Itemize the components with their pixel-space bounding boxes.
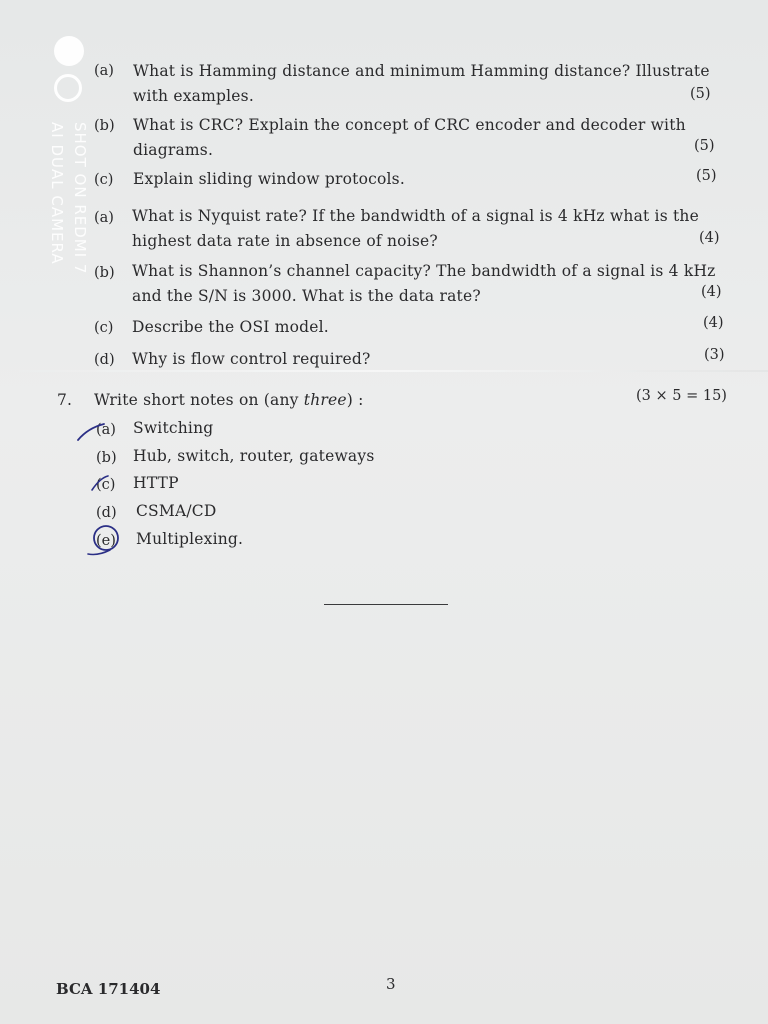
q5a-label: (a) xyxy=(94,63,114,79)
q6a-marks: (4) xyxy=(699,230,720,246)
paper-code: BCA 171404 xyxy=(56,980,161,998)
q5c-label: (c) xyxy=(94,172,114,188)
q6c-marks: (4) xyxy=(703,315,724,331)
q7-item-e-text: Multiplexing. xyxy=(136,530,244,548)
q7-prompt-start: Write short notes on (any xyxy=(94,391,304,409)
q7-prompt xyxy=(94,388,364,413)
paper-crease xyxy=(0,370,768,372)
q7-item-b-text: Hub, switch, router, gateways xyxy=(133,447,375,465)
q6a-label: (a) xyxy=(94,210,114,226)
q6b-label: (b) xyxy=(94,265,115,281)
q7-prompt-end: ) : xyxy=(346,391,364,409)
q7-marks: (3 × 5 = 15) xyxy=(636,388,727,404)
watermark-ring-icon xyxy=(54,74,82,102)
q7-number: 7. xyxy=(57,391,73,409)
q7-item-e-label: (e) xyxy=(96,533,116,549)
q6b-line-2: and the S/N is 3000. What is the data rate? xyxy=(132,287,481,305)
q5b-label: (b) xyxy=(94,118,115,134)
camera-watermark xyxy=(18,30,89,290)
watermark-line-1: SHOT ON REDMI 7 xyxy=(71,122,89,275)
q6d-label: (d) xyxy=(94,352,115,368)
q7-item-c-label: (c) xyxy=(96,477,116,493)
q7-item-a-label: (a) xyxy=(96,422,116,438)
q5c-line-1: Explain sliding window protocols. xyxy=(133,170,405,188)
q6d-marks: (3) xyxy=(704,347,725,363)
q5a-line-1: What is Hamming distance and minimum Hamming distance? Illustrate xyxy=(133,62,710,80)
pen-tick-a xyxy=(78,424,104,440)
q6c-label: (c) xyxy=(94,320,114,336)
q7-item-d-label: (d) xyxy=(96,505,117,521)
q5b-line-2: diagrams. xyxy=(133,141,214,159)
q6c-line-1: Describe the OSI model. xyxy=(132,318,329,336)
q7-item-a-text: Switching xyxy=(133,419,214,437)
page-number: 3 xyxy=(386,975,396,993)
pen-annotations xyxy=(70,410,130,570)
q5a-line-2: with examples. xyxy=(133,87,254,105)
q7-item-b-label: (b) xyxy=(96,450,117,466)
q5b-line-1: What is CRC? Explain the concept of CRC encoder and decoder with xyxy=(133,116,686,134)
pen-underline-e xyxy=(88,550,110,555)
end-rule xyxy=(324,604,448,605)
q6a-line-2: highest data rate in absence of noise? xyxy=(132,232,438,250)
q7-item-c-text: HTTP xyxy=(133,474,179,492)
q5c-marks: (5) xyxy=(696,168,717,184)
q6b-marks: (4) xyxy=(701,284,722,300)
pen-circle-e xyxy=(94,526,118,550)
q6b-line-1: What is Shannon’s channel capacity? The bandwidth of a signal is 4 kHz xyxy=(132,262,716,280)
q5a-marks: (5) xyxy=(690,86,711,102)
watermark-line-2: AI DUAL CAMERA xyxy=(48,122,66,265)
watermark-dot-icon xyxy=(54,36,84,66)
q7-item-d-text: CSMA/CD xyxy=(136,502,217,520)
pen-tick-c xyxy=(92,476,108,490)
q5b-marks: (5) xyxy=(694,138,715,154)
q6d-line-1: Why is flow control required? xyxy=(132,350,371,368)
q6a-line-1: What is Nyquist rate? If the bandwidth of a signal is 4 kHz what is the xyxy=(132,207,699,225)
q7-prompt-italic: three xyxy=(303,391,347,409)
